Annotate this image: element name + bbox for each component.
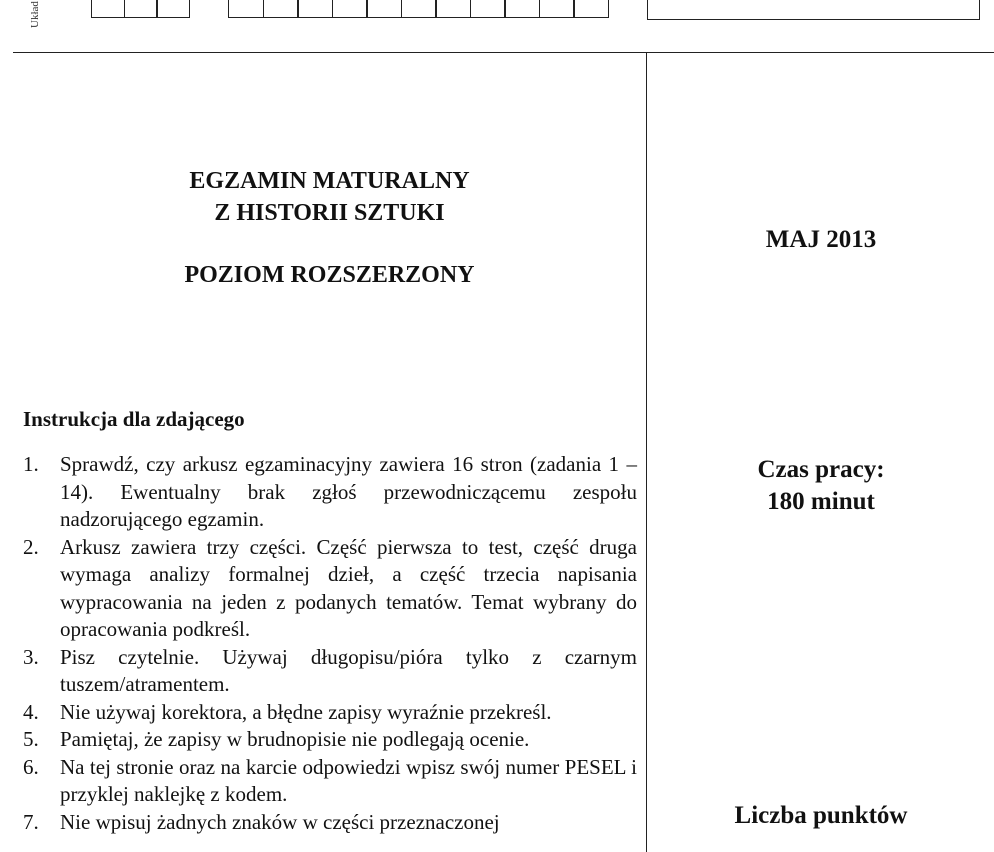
instruction-item: 7. Nie wpisuj żadnych znaków w części przeznaczonej [23,809,500,834]
pesel-cell[interactable] [297,0,333,18]
instruction-item: 6. Na tej stronie oraz na karcie odpowiedzi wpisz swój numer PESEL i przyklej naklejkę z kodem. [23,754,637,806]
pesel-cell[interactable] [366,0,402,18]
instruction-item: 5. Pamiętaj, że zapisy w brudnopisie nie podlegają ocenie. [23,727,530,751]
instruction-item: 4. Nie używaj korektora, a błędne zapisy wyraźnie przekreśl. [23,699,552,724]
exam-date: MAJ 2013 [765,226,877,253]
pesel-cell[interactable] [539,0,575,18]
sticker-box [647,0,980,20]
instruction-item: 1. Sprawdź, czy arkusz egzaminacyjny zawiera 16 stron (zadania 1 – 14). Ewentualny brak zgłoś przewodniczącemu zespołu nadzorującego egzamin. [23,452,637,531]
instruction-item: 2. Arkusz zawiera trzy części. Część pierwsza to test, część druga wymaga analizy formalnej dzieł, a część trzecia napisania wypracowania na jeden z podanych tematów. Temat wybrany do opracowania podkreśl. [23,534,637,641]
instructions-list [23,451,637,836]
pesel-cell[interactable] [435,0,471,18]
instruction-item: 3. Pisz czytelnie. Używaj długopisu/pióra tylko z czarnym tuszem/atramentem. [23,644,637,696]
pesel-cell[interactable] [401,0,437,18]
instructions-heading: Instrukcja dla zdającego [23,407,245,431]
exam-level: POZIOM ROZSZERZONY [184,262,475,288]
exam-title-line1: EGZAMIN MATURALNY [189,168,470,194]
pesel-cell[interactable] [263,0,299,18]
horizontal-divider [13,52,994,53]
pesel-cell[interactable] [228,0,264,18]
points-label: Liczba punktów [734,802,908,829]
code-cell[interactable] [156,0,190,18]
exam-title-block [13,165,646,291]
code-cell[interactable] [91,0,125,18]
pesel-cell[interactable] [470,0,506,18]
exam-title-line2: Z HISTORII SZTUKI [214,200,445,226]
side-label: Układ [29,1,41,28]
duration-label: Czas pracy: [757,456,885,483]
exam-duration [648,454,994,518]
vertical-divider [646,52,647,852]
pesel-boxes [228,0,609,18]
pesel-cell[interactable] [504,0,540,18]
code-cell[interactable] [124,0,158,18]
pesel-cell[interactable] [573,0,609,18]
pesel-cell[interactable] [332,0,368,18]
code-boxes-short [91,0,190,18]
duration-value: 180 minut [767,488,875,515]
